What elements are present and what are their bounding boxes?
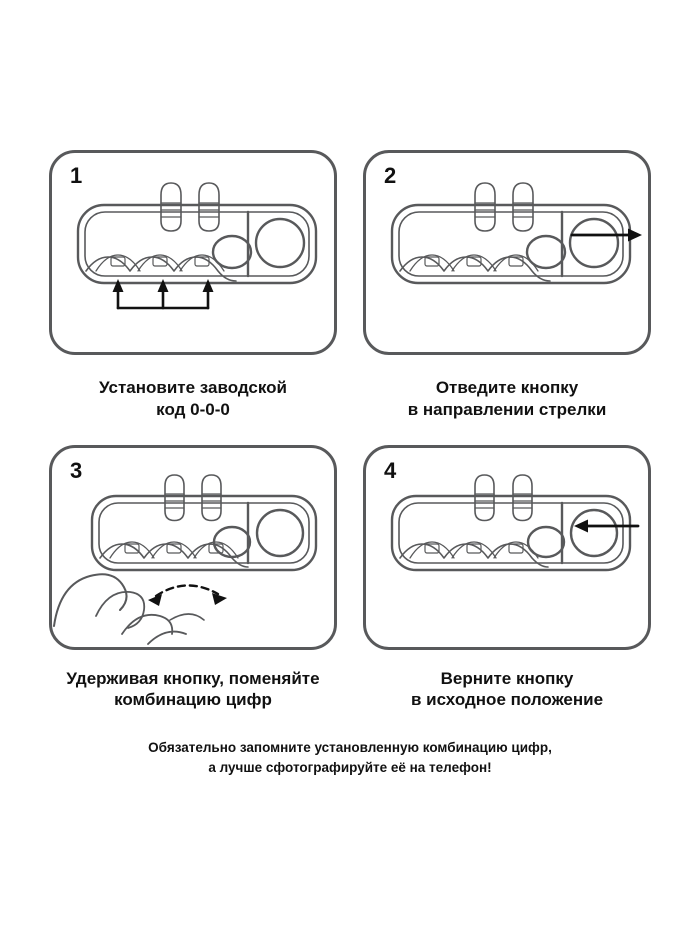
lock-illustration-3 bbox=[52, 448, 337, 650]
step-1-caption-line2: код 0-0-0 bbox=[156, 399, 230, 419]
footer-line-1: Обязательно запомните установленную комбинацию цифр, bbox=[148, 740, 552, 755]
row-spacer bbox=[36, 421, 664, 445]
step-4-panel bbox=[363, 445, 651, 650]
step-1-number: 1 bbox=[70, 163, 83, 188]
step-2-caption bbox=[357, 377, 657, 421]
step-1-panel bbox=[49, 150, 337, 355]
footer-line-2: а лучше сфотографируйте её на телефон! bbox=[208, 759, 492, 775]
step-2-caption-line1: Отведите кнопку bbox=[435, 378, 579, 397]
lock-illustration-4 bbox=[366, 448, 651, 650]
step-3-panel bbox=[49, 445, 337, 650]
step-2 bbox=[350, 150, 664, 421]
step-3 bbox=[36, 445, 350, 712]
step-4-caption-line2: в исходное положение bbox=[410, 690, 604, 710]
step-2-panel bbox=[363, 150, 651, 355]
step-3-caption bbox=[43, 668, 343, 712]
lock-illustration-2 bbox=[366, 153, 651, 355]
step-1-caption bbox=[43, 377, 343, 421]
step-1 bbox=[36, 150, 350, 421]
step-2-caption-line2: в направлении стрелки bbox=[407, 399, 607, 419]
step-4-number: 4 bbox=[384, 457, 397, 483]
step-3-caption-line2: комбинацию цифр bbox=[114, 690, 272, 710]
step-1-caption-line1: Установите заводской bbox=[98, 378, 287, 397]
footer-note bbox=[0, 738, 700, 777]
step-3-number: 3 bbox=[70, 457, 83, 483]
step-3-caption-line1: Удерживая кнопку, поменяйте bbox=[66, 668, 320, 688]
step-2-number: 2 bbox=[384, 163, 397, 188]
step-4-caption bbox=[357, 668, 657, 712]
rotate-arrows-group bbox=[156, 585, 218, 596]
step-4 bbox=[350, 445, 664, 712]
step-4-caption-line1: Верните кнопку bbox=[440, 668, 574, 688]
lock-illustration-1 bbox=[52, 153, 337, 355]
steps-grid bbox=[36, 150, 664, 711]
